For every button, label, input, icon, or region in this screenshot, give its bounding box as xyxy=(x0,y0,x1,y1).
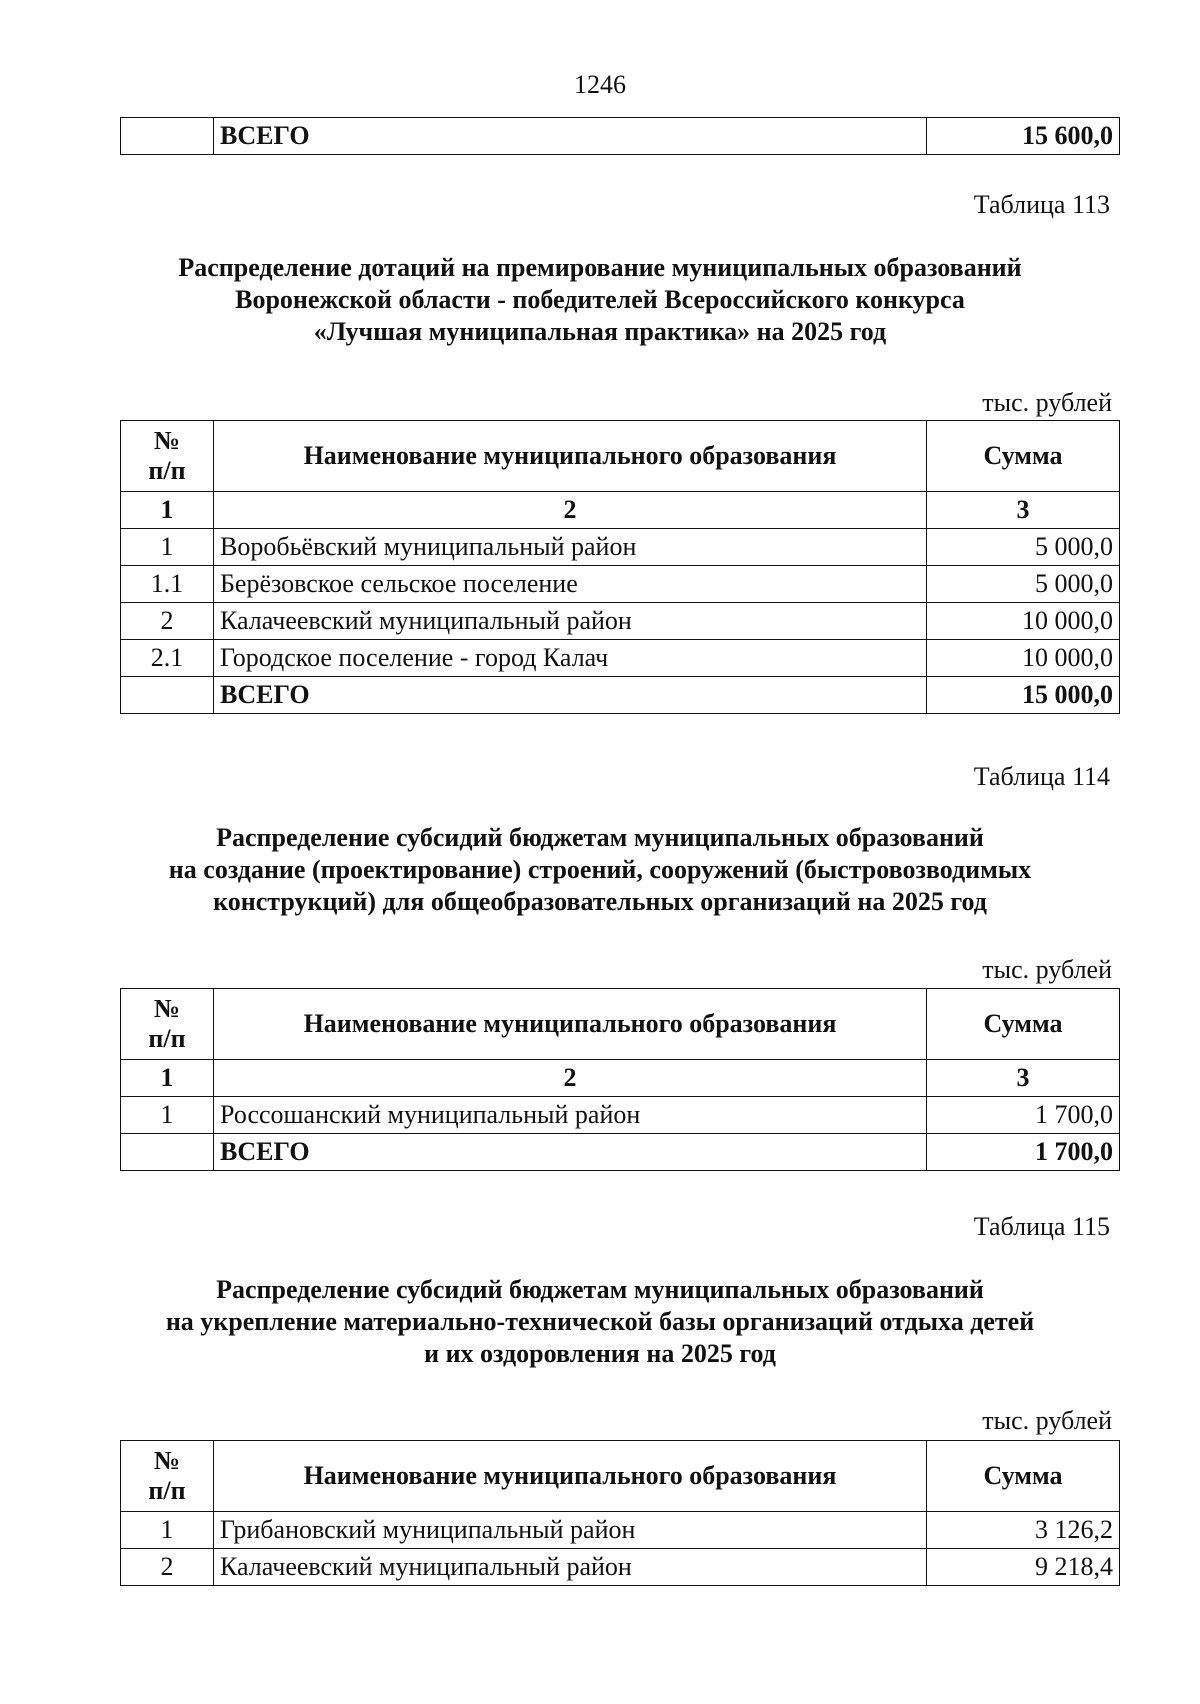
row-name: Калачеевский муниципальный район xyxy=(214,1549,927,1586)
table-114 xyxy=(120,988,1120,1171)
row-sum: 1 700,0 xyxy=(927,1097,1120,1134)
index-cell: 1 xyxy=(121,492,214,529)
table-row xyxy=(121,640,1120,677)
row-name: Калачеевский муниципальный район xyxy=(214,603,927,640)
row-name: Воробьёвский муниципальный район xyxy=(214,529,927,566)
row-sum: 5 000,0 xyxy=(927,566,1120,603)
title-line: Воронежской области - победителей Всероссийского конкурса xyxy=(235,285,965,314)
title-line: Распределение дотаций на премирование муниципальных образований xyxy=(178,253,1022,282)
header-name: Наименование муниципального образования xyxy=(214,989,927,1060)
total-value: 15 600,0 xyxy=(927,118,1120,155)
row-name: Городское поселение - город Калач xyxy=(214,640,927,677)
index-row xyxy=(121,1060,1120,1097)
index-row xyxy=(121,492,1120,529)
table-cell xyxy=(121,677,214,714)
units-label: тыс. рублей xyxy=(982,955,1112,984)
row-num: 1 xyxy=(121,529,214,566)
header-name: Наименование муниципального образования xyxy=(214,421,927,492)
header-num-line: № xyxy=(153,1446,181,1475)
header-num xyxy=(121,421,214,492)
row-sum: 9 218,4 xyxy=(927,1549,1120,1586)
row-num: 2 xyxy=(121,1549,214,1586)
table-113-label: Таблица 113 xyxy=(973,190,1110,219)
header-num-line: п/п xyxy=(148,1024,186,1053)
header-num-line: п/п xyxy=(148,1476,186,1505)
total-row xyxy=(121,118,1120,155)
row-num: 2.1 xyxy=(121,640,214,677)
title-line: «Лучшая муниципальная практика» на 2025 год xyxy=(313,317,887,346)
index-cell: 3 xyxy=(927,1060,1120,1097)
total-label: ВСЕГО xyxy=(214,118,927,155)
row-num: 1.1 xyxy=(121,566,214,603)
title-line: Распределение субсидий бюджетам муниципальных образований xyxy=(216,1275,984,1304)
table-row xyxy=(121,1549,1120,1586)
row-num: 1 xyxy=(121,1512,214,1549)
total-value: 15 000,0 xyxy=(927,677,1120,714)
table-row xyxy=(121,1512,1120,1549)
units-label: тыс. рублей xyxy=(982,388,1112,417)
total-row xyxy=(121,677,1120,714)
title-line: на укрепление материально-технической базы организаций отдыха детей xyxy=(165,1307,1035,1336)
title-line: Распределение субсидий бюджетам муниципальных образований xyxy=(216,823,984,852)
table-114-title xyxy=(100,822,1100,918)
header-name: Наименование муниципального образования xyxy=(214,1441,927,1512)
total-label: ВСЕГО xyxy=(214,677,927,714)
row-name: Берёзовское сельское поселение xyxy=(214,566,927,603)
index-cell: 1 xyxy=(121,1060,214,1097)
header-num-line: № xyxy=(153,426,181,455)
table-115 xyxy=(120,1440,1120,1586)
table-row xyxy=(121,603,1120,640)
table-115-title xyxy=(100,1274,1100,1370)
header-num xyxy=(121,1441,214,1512)
row-name: Россошанский муниципальный район xyxy=(214,1097,927,1134)
index-cell: 2 xyxy=(214,492,927,529)
title-line: и их оздоровления на 2025 год xyxy=(424,1339,776,1368)
units-label: тыс. рублей xyxy=(982,1406,1112,1435)
table-row xyxy=(121,566,1120,603)
row-sum: 3 126,2 xyxy=(927,1512,1120,1549)
table-113 xyxy=(120,420,1120,714)
header-sum: Сумма xyxy=(927,421,1120,492)
index-cell: 3 xyxy=(927,492,1120,529)
title-line: на создание (проектирование) строений, сооружений (быстровозводимых xyxy=(168,855,1032,884)
table-cell xyxy=(121,1134,214,1171)
header-sum: Сумма xyxy=(927,989,1120,1060)
header-row xyxy=(121,421,1120,492)
header-row xyxy=(121,989,1120,1060)
total-row xyxy=(121,1134,1120,1171)
table-row xyxy=(121,1097,1120,1134)
row-num: 2 xyxy=(121,603,214,640)
header-row xyxy=(121,1441,1120,1512)
prev-table-total xyxy=(120,117,1120,155)
header-num-line: п/п xyxy=(148,456,186,485)
header-sum: Сумма xyxy=(927,1441,1120,1512)
table-115-label: Таблица 115 xyxy=(973,1212,1110,1241)
title-line: конструкций) для общеобразовательных организаций на 2025 год xyxy=(213,887,987,916)
table-row xyxy=(121,529,1120,566)
total-value: 1 700,0 xyxy=(927,1134,1120,1171)
table-cell xyxy=(121,118,214,155)
row-sum: 5 000,0 xyxy=(927,529,1120,566)
row-num: 1 xyxy=(121,1097,214,1134)
table-113-title xyxy=(100,252,1100,348)
page-number: 1246 xyxy=(574,70,626,99)
row-name: Грибановский муниципальный район xyxy=(214,1512,927,1549)
header-num-line: № xyxy=(153,994,181,1023)
row-sum: 10 000,0 xyxy=(927,603,1120,640)
row-sum: 10 000,0 xyxy=(927,640,1120,677)
table-114-label: Таблица 114 xyxy=(973,762,1110,791)
header-num xyxy=(121,989,214,1060)
index-cell: 2 xyxy=(214,1060,927,1097)
total-label: ВСЕГО xyxy=(214,1134,927,1171)
